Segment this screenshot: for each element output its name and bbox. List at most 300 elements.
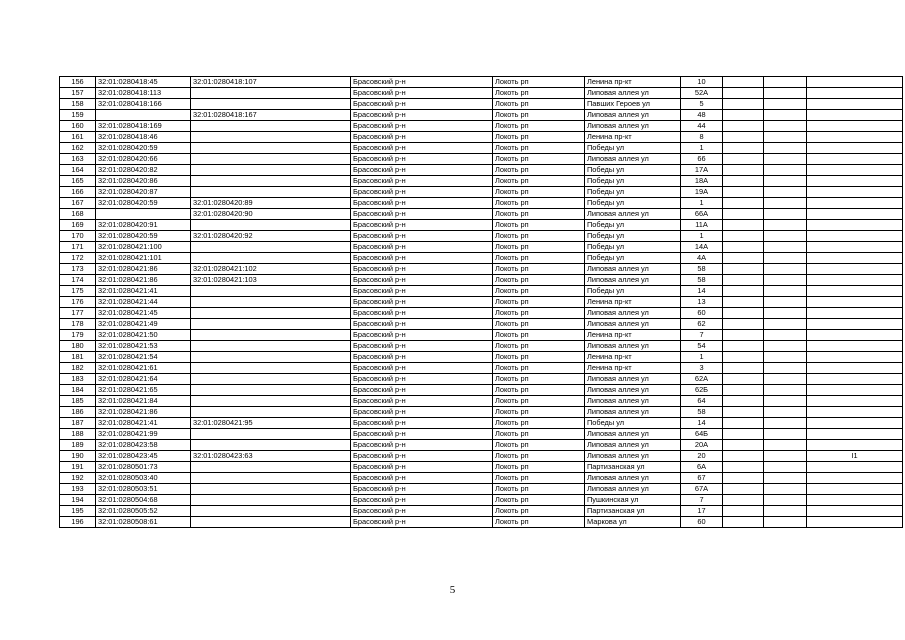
locality-cell: Локоть рп [493, 121, 585, 132]
street-cell: Победы ул [585, 253, 681, 264]
parent-cadastral-number-cell [191, 484, 351, 495]
extra-cell-3 [807, 297, 903, 308]
extra-cell-3 [807, 99, 903, 110]
extra-cell-3 [807, 341, 903, 352]
district-cell: Брасовский р-н [351, 484, 493, 495]
street-cell: Победы ул [585, 418, 681, 429]
row-number-cell: 162 [60, 143, 96, 154]
district-cell: Брасовский р-н [351, 231, 493, 242]
table-row [60, 407, 903, 418]
table-row [60, 143, 903, 154]
street-cell: Победы ул [585, 143, 681, 154]
cadastral-number-cell: 32:01:0280421:99 [96, 429, 191, 440]
table-row [60, 385, 903, 396]
district-cell: Брасовский р-н [351, 275, 493, 286]
extra-cell-3 [807, 495, 903, 506]
house-number-cell: 5 [681, 99, 723, 110]
parent-cadastral-number-cell [191, 462, 351, 473]
locality-cell: Локоть рп [493, 440, 585, 451]
cadastral-number-cell: 32:01:0280420:59 [96, 198, 191, 209]
row-number-cell: 171 [60, 242, 96, 253]
district-cell: Брасовский р-н [351, 462, 493, 473]
house-number-cell: 10 [681, 77, 723, 88]
table-row [60, 187, 903, 198]
table-row [60, 132, 903, 143]
extra-cell-2 [764, 198, 807, 209]
extra-cell-1 [723, 319, 764, 330]
street-cell: Липовая аллея ул [585, 451, 681, 462]
house-number-cell: 60 [681, 308, 723, 319]
table-row [60, 319, 903, 330]
house-number-cell: 7 [681, 330, 723, 341]
extra-cell-3: I1 [807, 451, 903, 462]
table-row [60, 77, 903, 88]
extra-cell-2 [764, 143, 807, 154]
parent-cadastral-number-cell [191, 473, 351, 484]
cadastral-number-cell: 32:01:0280503:51 [96, 484, 191, 495]
district-cell: Брасовский р-н [351, 418, 493, 429]
extra-cell-3 [807, 275, 903, 286]
house-number-cell: 1 [681, 352, 723, 363]
extra-cell-1 [723, 231, 764, 242]
parent-cadastral-number-cell [191, 506, 351, 517]
district-cell: Брасовский р-н [351, 330, 493, 341]
cadastral-number-cell: 32:01:0280423:58 [96, 440, 191, 451]
extra-cell-1 [723, 132, 764, 143]
table-row [60, 308, 903, 319]
extra-cell-1 [723, 154, 764, 165]
locality-cell: Локоть рп [493, 407, 585, 418]
extra-cell-3 [807, 473, 903, 484]
house-number-cell: 62Б [681, 385, 723, 396]
row-number-cell: 167 [60, 198, 96, 209]
parent-cadastral-number-cell [191, 220, 351, 231]
parent-cadastral-number-cell [191, 495, 351, 506]
street-cell: Липовая аллея ул [585, 473, 681, 484]
street-cell: Липовая аллея ул [585, 121, 681, 132]
table-row [60, 418, 903, 429]
cadastral-number-cell: 32:01:0280503:40 [96, 473, 191, 484]
table-row [60, 352, 903, 363]
locality-cell: Локоть рп [493, 517, 585, 528]
extra-cell-2 [764, 99, 807, 110]
district-cell: Брасовский р-н [351, 286, 493, 297]
district-cell: Брасовский р-н [351, 440, 493, 451]
row-number-cell: 182 [60, 363, 96, 374]
district-cell: Брасовский р-н [351, 451, 493, 462]
row-number-cell: 156 [60, 77, 96, 88]
row-number-cell: 190 [60, 451, 96, 462]
locality-cell: Локоть рп [493, 176, 585, 187]
locality-cell: Локоть рп [493, 297, 585, 308]
extra-cell-1 [723, 99, 764, 110]
extra-cell-1 [723, 143, 764, 154]
locality-cell: Локоть рп [493, 506, 585, 517]
row-number-cell: 160 [60, 121, 96, 132]
table-row [60, 374, 903, 385]
extra-cell-2 [764, 363, 807, 374]
extra-cell-1 [723, 220, 764, 231]
locality-cell: Локоть рп [493, 132, 585, 143]
district-cell: Брасовский р-н [351, 132, 493, 143]
cadastral-number-cell: 32:01:0280423:45 [96, 451, 191, 462]
table-row [60, 154, 903, 165]
extra-cell-1 [723, 341, 764, 352]
row-number-cell: 185 [60, 396, 96, 407]
locality-cell: Локоть рп [493, 330, 585, 341]
extra-cell-1 [723, 418, 764, 429]
extra-cell-3 [807, 154, 903, 165]
district-cell: Брасовский р-н [351, 308, 493, 319]
extra-cell-2 [764, 341, 807, 352]
parent-cadastral-number-cell [191, 286, 351, 297]
house-number-cell: 67А [681, 484, 723, 495]
locality-cell: Локоть рп [493, 275, 585, 286]
street-cell: Партизанская ул [585, 462, 681, 473]
locality-cell: Локоть рп [493, 451, 585, 462]
extra-cell-1 [723, 451, 764, 462]
extra-cell-1 [723, 110, 764, 121]
house-number-cell: 52А [681, 88, 723, 99]
locality-cell: Локоть рп [493, 385, 585, 396]
parent-cadastral-number-cell [191, 242, 351, 253]
district-cell: Брасовский р-н [351, 88, 493, 99]
table-row [60, 330, 903, 341]
parent-cadastral-number-cell [191, 88, 351, 99]
row-number-cell: 180 [60, 341, 96, 352]
district-cell: Брасовский р-н [351, 506, 493, 517]
district-cell: Брасовский р-н [351, 77, 493, 88]
cadastral-number-cell: 32:01:0280421:86 [96, 407, 191, 418]
extra-cell-3 [807, 110, 903, 121]
district-cell: Брасовский р-н [351, 495, 493, 506]
row-number-cell: 191 [60, 462, 96, 473]
house-number-cell: 44 [681, 121, 723, 132]
parent-cadastral-number-cell [191, 429, 351, 440]
locality-cell: Локоть рп [493, 429, 585, 440]
extra-cell-2 [764, 517, 807, 528]
street-cell: Липовая аллея ул [585, 308, 681, 319]
cadastral-number-cell: 32:01:0280421:100 [96, 242, 191, 253]
row-number-cell: 187 [60, 418, 96, 429]
table-row [60, 88, 903, 99]
extra-cell-1 [723, 308, 764, 319]
extra-cell-2 [764, 121, 807, 132]
locality-cell: Локоть рп [493, 484, 585, 495]
extra-cell-3 [807, 165, 903, 176]
row-number-cell: 158 [60, 99, 96, 110]
street-cell: Липовая аллея ул [585, 209, 681, 220]
district-cell: Брасовский р-н [351, 341, 493, 352]
extra-cell-2 [764, 308, 807, 319]
extra-cell-1 [723, 407, 764, 418]
extra-cell-3 [807, 418, 903, 429]
cadastral-number-cell: 32:01:0280508:61 [96, 517, 191, 528]
house-number-cell: 60 [681, 517, 723, 528]
extra-cell-2 [764, 297, 807, 308]
parent-cadastral-number-cell: 32:01:0280418:167 [191, 110, 351, 121]
cadastral-number-cell [96, 209, 191, 220]
street-cell: Ленина пр-кт [585, 77, 681, 88]
row-number-cell: 175 [60, 286, 96, 297]
district-cell: Брасовский р-н [351, 352, 493, 363]
parent-cadastral-number-cell [191, 363, 351, 374]
locality-cell: Локоть рп [493, 88, 585, 99]
street-cell: Липовая аллея ул [585, 429, 681, 440]
table-body [60, 77, 903, 528]
street-cell: Победы ул [585, 231, 681, 242]
locality-cell: Локоть рп [493, 396, 585, 407]
table-row [60, 297, 903, 308]
house-number-cell: 17А [681, 165, 723, 176]
row-number-cell: 170 [60, 231, 96, 242]
cadastral-number-cell: 32:01:0280421:86 [96, 275, 191, 286]
locality-cell: Локоть рп [493, 253, 585, 264]
locality-cell: Локоть рп [493, 374, 585, 385]
row-number-cell: 184 [60, 385, 96, 396]
parent-cadastral-number-cell [191, 297, 351, 308]
house-number-cell: 19А [681, 187, 723, 198]
parent-cadastral-number-cell [191, 385, 351, 396]
house-number-cell: 64 [681, 396, 723, 407]
row-number-cell: 183 [60, 374, 96, 385]
extra-cell-3 [807, 352, 903, 363]
locality-cell: Локоть рп [493, 154, 585, 165]
row-number-cell: 193 [60, 484, 96, 495]
table-row [60, 363, 903, 374]
extra-cell-3 [807, 176, 903, 187]
extra-cell-3 [807, 198, 903, 209]
extra-cell-1 [723, 396, 764, 407]
table-row [60, 396, 903, 407]
row-number-cell: 192 [60, 473, 96, 484]
extra-cell-2 [764, 462, 807, 473]
locality-cell: Локоть рп [493, 473, 585, 484]
house-number-cell: 14А [681, 242, 723, 253]
house-number-cell: 66 [681, 154, 723, 165]
table-row [60, 121, 903, 132]
extra-cell-3 [807, 517, 903, 528]
cadastral-number-cell: 32:01:0280421:45 [96, 308, 191, 319]
cadastral-number-cell [96, 110, 191, 121]
locality-cell: Локоть рп [493, 341, 585, 352]
extra-cell-2 [764, 220, 807, 231]
cadastral-number-cell: 32:01:0280418:169 [96, 121, 191, 132]
row-number-cell: 166 [60, 187, 96, 198]
street-cell: Липовая аллея ул [585, 385, 681, 396]
cadastral-number-cell: 32:01:0280418:166 [96, 99, 191, 110]
row-number-cell: 172 [60, 253, 96, 264]
district-cell: Брасовский р-н [351, 473, 493, 484]
locality-cell: Локоть рп [493, 352, 585, 363]
extra-cell-3 [807, 286, 903, 297]
extra-cell-3 [807, 209, 903, 220]
parent-cadastral-number-cell [191, 176, 351, 187]
street-cell: Липовая аллея ул [585, 374, 681, 385]
row-number-cell: 181 [60, 352, 96, 363]
extra-cell-3 [807, 264, 903, 275]
street-cell: Липовая аллея ул [585, 484, 681, 495]
street-cell: Победы ул [585, 187, 681, 198]
cadastral-number-cell: 32:01:0280420:66 [96, 154, 191, 165]
extra-cell-2 [764, 132, 807, 143]
parent-cadastral-number-cell [191, 440, 351, 451]
parent-cadastral-number-cell: 32:01:0280421:102 [191, 264, 351, 275]
cadastral-number-cell: 32:01:0280421:53 [96, 341, 191, 352]
parent-cadastral-number-cell: 32:01:0280423:63 [191, 451, 351, 462]
extra-cell-3 [807, 385, 903, 396]
street-cell: Победы ул [585, 242, 681, 253]
house-number-cell: 14 [681, 418, 723, 429]
locality-cell: Локоть рп [493, 363, 585, 374]
street-cell: Липовая аллея ул [585, 319, 681, 330]
cadastral-number-cell: 32:01:0280418:113 [96, 88, 191, 99]
street-cell: Ленина пр-кт [585, 363, 681, 374]
district-cell: Брасовский р-н [351, 165, 493, 176]
extra-cell-1 [723, 429, 764, 440]
street-cell: Липовая аллея ул [585, 396, 681, 407]
locality-cell: Локоть рп [493, 165, 585, 176]
extra-cell-2 [764, 253, 807, 264]
district-cell: Брасовский р-н [351, 110, 493, 121]
row-number-cell: 174 [60, 275, 96, 286]
row-number-cell: 195 [60, 506, 96, 517]
house-number-cell: 54 [681, 341, 723, 352]
row-number-cell: 157 [60, 88, 96, 99]
cadastral-number-cell: 32:01:0280420:82 [96, 165, 191, 176]
district-cell: Брасовский р-н [351, 385, 493, 396]
cadastral-number-cell: 32:01:0280420:86 [96, 176, 191, 187]
extra-cell-2 [764, 275, 807, 286]
extra-cell-2 [764, 286, 807, 297]
table-row [60, 264, 903, 275]
district-cell: Брасовский р-н [351, 363, 493, 374]
extra-cell-2 [764, 264, 807, 275]
parent-cadastral-number-cell [191, 319, 351, 330]
table-row [60, 517, 903, 528]
row-number-cell: 196 [60, 517, 96, 528]
district-cell: Брасовский р-н [351, 209, 493, 220]
cadastral-number-cell: 32:01:0280421:101 [96, 253, 191, 264]
house-number-cell: 20А [681, 440, 723, 451]
extra-cell-2 [764, 484, 807, 495]
street-cell: Ленина пр-кт [585, 330, 681, 341]
extra-cell-1 [723, 385, 764, 396]
district-cell: Брасовский р-н [351, 220, 493, 231]
extra-cell-3 [807, 407, 903, 418]
house-number-cell: 64Б [681, 429, 723, 440]
house-number-cell: 13 [681, 297, 723, 308]
extra-cell-2 [764, 110, 807, 121]
cadastral-number-cell: 32:01:0280421:65 [96, 385, 191, 396]
table-row [60, 341, 903, 352]
house-number-cell: 3 [681, 363, 723, 374]
cadastral-number-cell: 32:01:0280420:91 [96, 220, 191, 231]
extra-cell-2 [764, 319, 807, 330]
row-number-cell: 176 [60, 297, 96, 308]
extra-cell-1 [723, 264, 764, 275]
table-row [60, 99, 903, 110]
parent-cadastral-number-cell [191, 308, 351, 319]
district-cell: Брасовский р-н [351, 187, 493, 198]
parent-cadastral-number-cell [191, 121, 351, 132]
cadastral-number-cell: 32:01:0280420:87 [96, 187, 191, 198]
table-row [60, 440, 903, 451]
extra-cell-2 [764, 187, 807, 198]
locality-cell: Локоть рп [493, 286, 585, 297]
street-cell: Партизанская ул [585, 506, 681, 517]
street-cell: Ленина пр-кт [585, 352, 681, 363]
extra-cell-1 [723, 209, 764, 220]
house-number-cell: 66А [681, 209, 723, 220]
row-number-cell: 188 [60, 429, 96, 440]
extra-cell-1 [723, 495, 764, 506]
parent-cadastral-number-cell [191, 396, 351, 407]
parent-cadastral-number-cell: 32:01:0280418:107 [191, 77, 351, 88]
row-number-cell: 189 [60, 440, 96, 451]
street-cell: Ленина пр-кт [585, 297, 681, 308]
extra-cell-3 [807, 484, 903, 495]
extra-cell-3 [807, 308, 903, 319]
district-cell: Брасовский р-н [351, 154, 493, 165]
street-cell: Липовая аллея ул [585, 264, 681, 275]
row-number-cell: 173 [60, 264, 96, 275]
extra-cell-1 [723, 198, 764, 209]
extra-cell-2 [764, 451, 807, 462]
house-number-cell: 8 [681, 132, 723, 143]
cadastral-number-cell: 32:01:0280421:84 [96, 396, 191, 407]
locality-cell: Локоть рп [493, 495, 585, 506]
extra-cell-2 [764, 165, 807, 176]
table-row [60, 462, 903, 473]
extra-cell-1 [723, 77, 764, 88]
house-number-cell: 1 [681, 231, 723, 242]
street-cell: Маркова ул [585, 517, 681, 528]
extra-cell-2 [764, 330, 807, 341]
extra-cell-3 [807, 506, 903, 517]
extra-cell-1 [723, 165, 764, 176]
table-row [60, 429, 903, 440]
extra-cell-1 [723, 253, 764, 264]
house-number-cell: 6А [681, 462, 723, 473]
table-row [60, 495, 903, 506]
extra-cell-2 [764, 506, 807, 517]
locality-cell: Локоть рп [493, 231, 585, 242]
district-cell: Брасовский р-н [351, 264, 493, 275]
street-cell: Пушкинская ул [585, 495, 681, 506]
table-row [60, 165, 903, 176]
row-number-cell: 161 [60, 132, 96, 143]
street-cell: Липовая аллея ул [585, 407, 681, 418]
street-cell: Победы ул [585, 286, 681, 297]
table-row [60, 286, 903, 297]
table-row [60, 110, 903, 121]
extra-cell-2 [764, 440, 807, 451]
cadastral-number-cell: 32:01:0280421:54 [96, 352, 191, 363]
house-number-cell: 20 [681, 451, 723, 462]
house-number-cell: 58 [681, 407, 723, 418]
parent-cadastral-number-cell [191, 154, 351, 165]
extra-cell-2 [764, 242, 807, 253]
extra-cell-2 [764, 418, 807, 429]
extra-cell-1 [723, 484, 764, 495]
house-number-cell: 1 [681, 143, 723, 154]
extra-cell-1 [723, 506, 764, 517]
extra-cell-3 [807, 88, 903, 99]
extra-cell-1 [723, 330, 764, 341]
cadastral-number-cell: 32:01:0280420:59 [96, 143, 191, 154]
street-cell: Липовая аллея ул [585, 275, 681, 286]
